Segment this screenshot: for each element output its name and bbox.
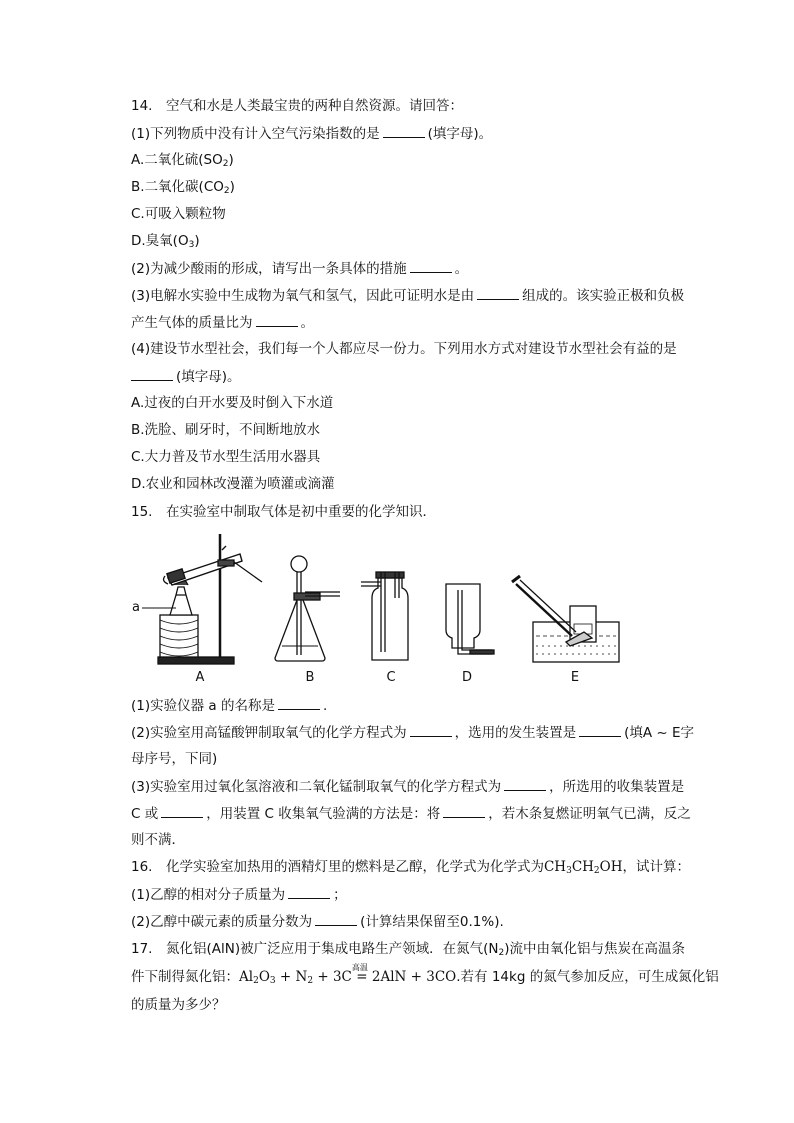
answer-blank[interactable]: [504, 777, 546, 791]
apparatus-label-e: E: [570, 670, 580, 685]
apparatus-label-a: A: [195, 670, 205, 685]
q14-water-option-b: B.洗脸、刷牙时，不间断地放水: [131, 422, 321, 438]
apparatus-a: [158, 534, 262, 664]
q14-part4-line1: (4)建设节水型社会，我们每一个人都应尽一份力。下列用水方式对建设节水型社会有益的是: [131, 341, 677, 357]
q15-part2-line2: 母序号，下同): [131, 751, 218, 767]
apparatus-e: [512, 576, 619, 662]
q15-part1: (1)实验仪器 a 的名称是 .: [131, 698, 328, 714]
apparatus-b: [275, 556, 340, 661]
q15-part3-line1: (3)实验室用过氧化氢溶液和二氧化锰制取氧气的化学方程式为 ，所选用的收集装置是: [131, 779, 685, 795]
label-a: a: [132, 600, 140, 615]
apparatus-c: [361, 572, 408, 660]
apparatus-label-d: D: [461, 670, 472, 685]
answer-blank[interactable]: [288, 885, 330, 899]
q14-part3-line2: 产生气体的质量比为 。: [131, 315, 314, 331]
q14-part4-line2: (填字母)。: [131, 367, 241, 386]
answer-blank[interactable]: [278, 696, 320, 710]
answer-blank[interactable]: [161, 804, 203, 818]
q14-part3-line1: (3)电解水实验中生成物为氧气和氢气，因此可证明水是由 组成的。该实验正极和负极: [131, 288, 685, 304]
q15-part2-line1: (2)实验室用高锰酸钾制取氧气的化学方程式为 ，选用的发生装置是 (填A ~ E字: [131, 725, 695, 741]
q15-part3-line3: 则不满．: [131, 832, 185, 848]
answer-blank[interactable]: [410, 259, 452, 273]
q14-option-b: B.二氧化碳$(CO_2)$: [131, 179, 235, 196]
q14-title: 14. 空气和水是人类最宝贵的两种自然资源。请回答：: [131, 98, 463, 114]
label-a-pointer: [140, 603, 180, 613]
q14-water-option-a: A.过夜的白开水要及时倒入下水道: [131, 395, 334, 411]
q17-title: 17. 氮化铝(AlN)被广泛应用于集成电路生产领域．在氮气$(N_2)$流中由氧化铝与焦炭在高温条: [131, 941, 685, 958]
q14-option-a: A.二氧化硫$(SO_2)$: [131, 152, 234, 169]
q14-option-c: C.可吸入颗粒物: [131, 206, 226, 222]
q14-option-d: D.臭氧$(O_3)$: [131, 233, 200, 250]
q16-part1: (1)乙醇的相对分子质量为 ；: [131, 887, 347, 903]
q14-water-option-c: C.大力普及节水型生活用水器具: [131, 449, 321, 465]
lab-apparatus-figure: [0, 520, 794, 690]
q17-line2: 件下制得氮化铝：$Al_2O_3 + N_2 + 3C$ 高温 = 2AlN + 3CO.若有 14kg 的氮气参加反应，可生成氮化铝: [131, 963, 719, 986]
answer-blank[interactable]: [383, 124, 425, 138]
answer-blank[interactable]: [131, 367, 173, 381]
answer-blank[interactable]: [443, 804, 485, 818]
q17-line3: 的质量为多少？: [131, 997, 226, 1013]
answer-blank[interactable]: [256, 313, 298, 327]
q16-title: 16. 化学实验室加热用的酒精灯里的燃料是乙醇，化学式为化学式为$CH_3CH_2OH$，试计算：: [131, 859, 690, 876]
q14-part2: (2)为减少酸雨的形成，请写出一条具体的措施 。: [131, 261, 469, 277]
q16-part2: (2)乙醇中碳元素的质量分数为 (计算结果保留至0.1%).: [131, 914, 504, 930]
apparatus-label-c: C: [386, 670, 396, 685]
q14-part1: (1)下列物质中没有计入空气污染指数的是 (填字母)。: [131, 126, 493, 142]
answer-blank[interactable]: [477, 286, 519, 300]
q15-title: 15. 在实验室中制取气体是初中重要的化学知识．: [131, 504, 436, 520]
q15-part3-line2: C 或 ，用装置 C 收集氧气验满的方法是：将 ，若木条复燃证明氧气已满，反之: [131, 806, 691, 822]
ethanol-formula: $CH_3CH_2OH$: [543, 859, 623, 876]
answer-blank[interactable]: [579, 723, 621, 737]
apparatus-label-b: B: [305, 670, 315, 685]
q14-water-option-d: D.农业和园林改漫灌为喷灌或滴灌: [131, 476, 335, 492]
answer-blank[interactable]: [410, 723, 452, 737]
answer-blank[interactable]: [315, 912, 357, 926]
apparatus-d: [446, 584, 494, 654]
reaction-equation: $Al_2O_3 + N_2 + 3C$ 高温 = 2AlN + 3CO: [239, 963, 457, 986]
